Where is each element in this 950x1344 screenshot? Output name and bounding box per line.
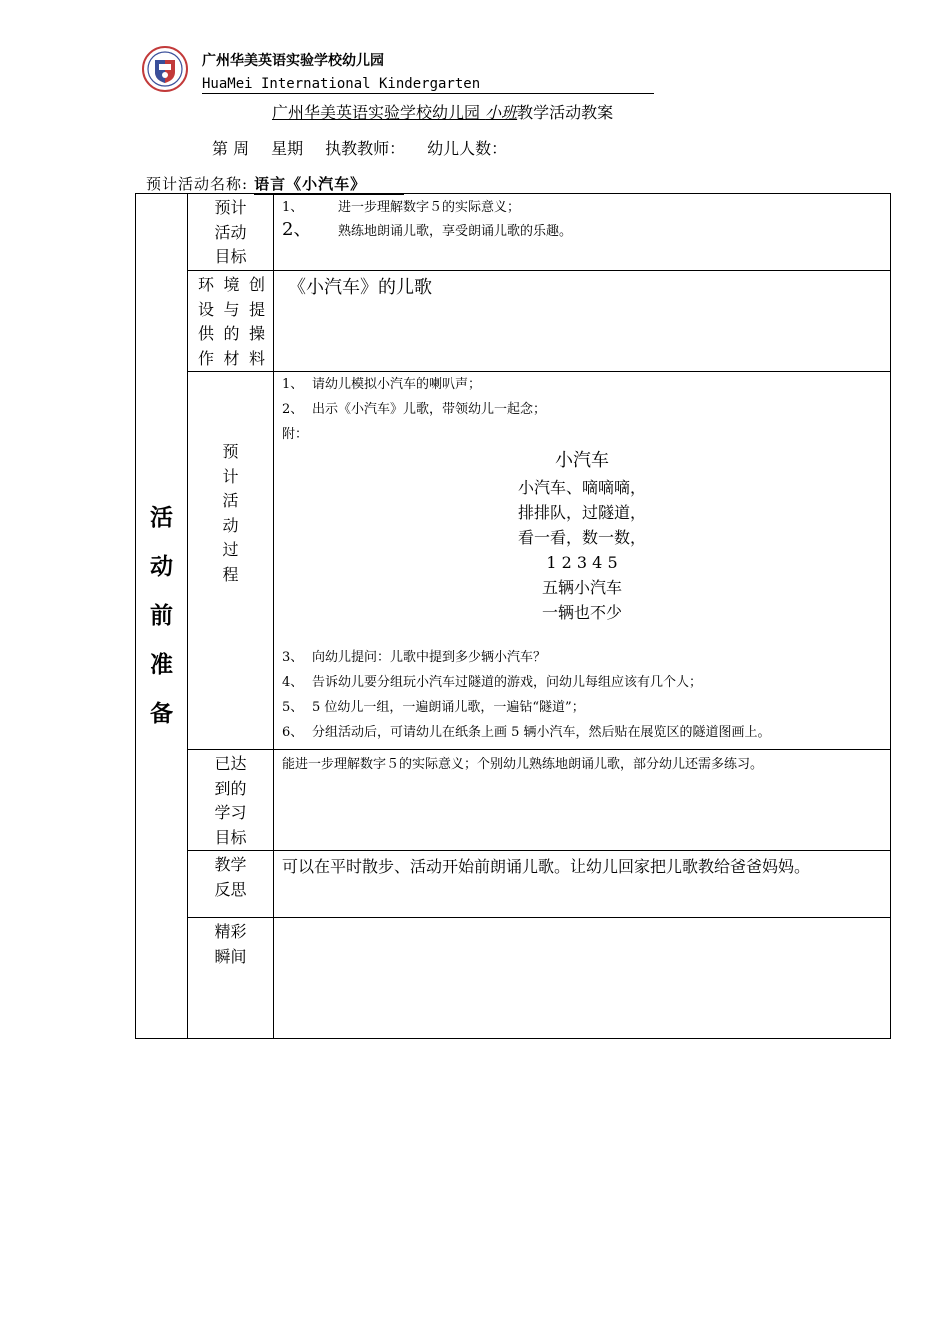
activity-name-row: [146, 173, 404, 195]
info-row: [212, 136, 529, 159]
label-process: [188, 372, 274, 750]
step-number: 1、: [282, 377, 304, 392]
label-line: 目标: [214, 827, 247, 847]
school-name-cn: 广州华美英语实验学校幼儿园: [202, 53, 384, 69]
process-step: [282, 670, 882, 695]
info-children: 幼儿人数：: [427, 139, 508, 158]
letterhead: [142, 46, 654, 94]
step-text: 告诉幼儿要分组玩小汽车过隧道的游戏，问幼儿每组应该有几个人；: [312, 675, 703, 690]
process-step: [282, 695, 882, 720]
label-line: 设与提: [198, 299, 265, 319]
row-environment: [136, 271, 891, 372]
content-achieved: [274, 750, 891, 851]
process-step: [282, 720, 882, 745]
label-goals: [188, 194, 274, 271]
side-char: 前: [150, 602, 173, 629]
process-step: [282, 645, 882, 670]
step-number: 6、: [282, 725, 304, 740]
process-step: [282, 397, 882, 422]
info-teacher: 执教教师：: [325, 139, 406, 158]
label-achieved: [188, 750, 274, 851]
label-line: 活动: [214, 222, 247, 242]
content-process: [274, 372, 891, 750]
label-line: 目标: [214, 247, 247, 266]
poem-line: 小汽车、嘀嘀嘀，: [517, 478, 646, 497]
document-title: [272, 100, 613, 123]
content-highlights: [274, 918, 891, 1039]
side-char: 动: [150, 553, 173, 580]
row-process: [136, 372, 891, 750]
label-line: 教学: [214, 855, 247, 874]
label-environment: [188, 271, 274, 372]
label-line: 计: [222, 466, 239, 486]
row-highlights: [136, 918, 891, 1039]
step-text: 5 位幼儿一组，一遍朗诵儿歌，一遍钻“隧道”；: [312, 700, 585, 715]
side-char: 准: [150, 651, 173, 678]
side-label: [136, 194, 188, 1039]
label-line: 反思: [214, 879, 247, 899]
school-crest-icon: [142, 46, 188, 92]
school-name-en: HuaMei International Kindergarten: [202, 76, 654, 94]
label-line: 过: [222, 540, 239, 559]
label-line: 程: [222, 564, 239, 584]
step-text: 向幼儿提问：儿歌中提到多少辆小汽车？: [312, 650, 547, 665]
label-line: 供的操: [198, 324, 265, 343]
activity-name-value: 语言《小汽车》: [254, 173, 404, 195]
goal-number: 2、: [282, 219, 312, 240]
step-number: 3、: [282, 650, 304, 665]
step-text: 请幼儿模拟小汽车的喇叭声；: [312, 377, 482, 392]
step-number: 2、: [282, 402, 304, 417]
row-achieved: [136, 750, 891, 851]
side-char: 活: [150, 504, 173, 531]
label-line: 活: [222, 491, 239, 510]
label-line: 动: [222, 515, 239, 535]
environment-text: 《小汽车》的儿歌: [288, 277, 432, 298]
content-goals: [274, 194, 891, 271]
content-environment: [274, 271, 891, 372]
step-text: 出示《小汽车》儿歌，带领幼儿一起念；: [312, 402, 547, 417]
lesson-plan-table: [135, 193, 891, 1039]
title-prefix: 广州华美英语实验学校幼儿园: [272, 103, 486, 122]
row-reflection: [136, 851, 891, 918]
poem-title: 小汽车: [555, 450, 609, 471]
label-line: 环境创: [198, 275, 265, 294]
side-char: 备: [150, 700, 173, 727]
label-line: 已达: [214, 754, 247, 773]
poem-line: 五辆小汽车: [541, 578, 622, 597]
reflection-text: 可以在平时散步、活动开始前朗诵儿歌。让幼儿回家把儿歌教给爸爸妈妈。: [282, 857, 811, 876]
poem: [282, 447, 882, 625]
goal-text: 熟练地朗诵儿歌，享受朗诵儿歌的乐趣。: [338, 224, 573, 239]
goal-number: 1、: [282, 200, 304, 215]
info-week: 第 周: [212, 139, 250, 158]
poem-line: 1 2 3 4 5: [546, 553, 618, 572]
content-reflection: [274, 851, 891, 918]
poem-line: 排排队，过隧道，: [517, 503, 646, 522]
poem-line: 看一看，数一数，: [517, 528, 646, 547]
label-line: 瞬间: [214, 946, 247, 966]
label-reflection: [188, 851, 274, 918]
step-number: 5、: [282, 700, 304, 715]
achieved-text: 能进一步理解数字５的实际意义；个别幼儿熟练地朗诵儿歌，部分幼儿还需多练习。: [282, 757, 764, 772]
title-suffix: 教学活动教案: [517, 103, 614, 122]
row-goals: [136, 194, 891, 271]
activity-name-label: 预计活动名称:: [146, 175, 249, 193]
label-line: 预计: [214, 198, 247, 217]
label-line: 预: [222, 442, 239, 461]
goal-item: [282, 219, 882, 243]
goal-item: [282, 197, 882, 219]
goal-text: 进一步理解数字５的实际意义；: [338, 200, 521, 215]
label-line: 精彩: [214, 922, 247, 941]
label-highlights: [188, 918, 274, 1039]
label-line: 到的: [214, 778, 247, 798]
label-line: 作材料: [198, 348, 265, 368]
title-class: 小班: [485, 103, 518, 122]
process-step: [282, 372, 882, 397]
step-text: 分组活动后，可请幼儿在纸条上画 5 辆小汽车，然后贴在展览区的隧道图画上。: [312, 725, 771, 740]
info-weekday: 星期: [271, 139, 304, 158]
poem-line: 一辆也不少: [541, 603, 622, 622]
appendix-label: 附：: [282, 427, 309, 442]
step-number: 4、: [282, 675, 304, 690]
label-line: 学习: [214, 803, 247, 822]
